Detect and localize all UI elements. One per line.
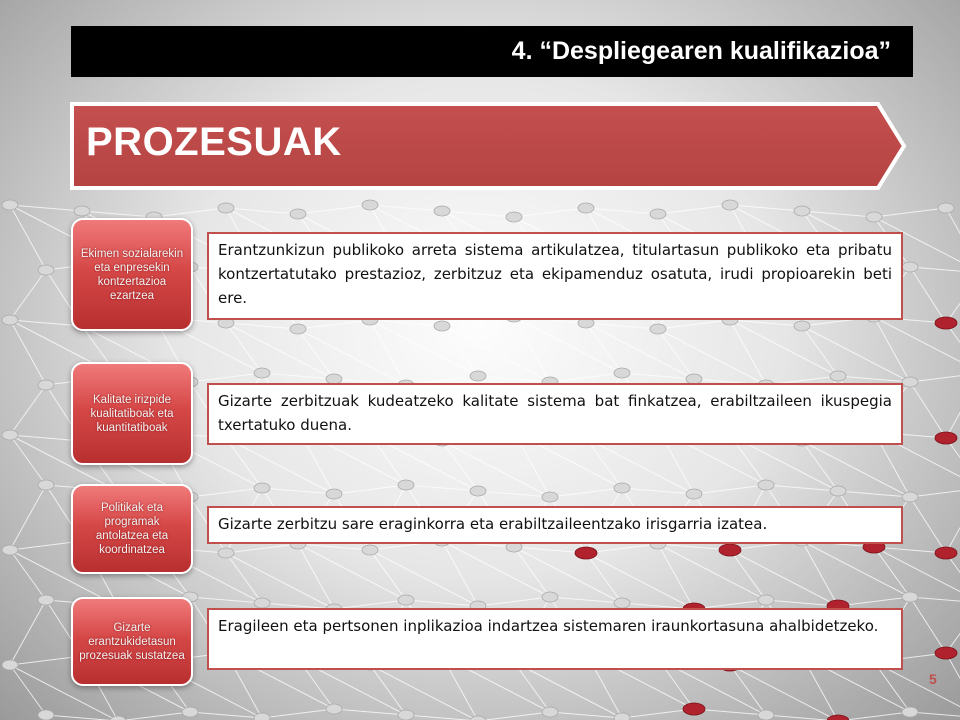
- network-node: [758, 480, 774, 490]
- network-node: [902, 707, 918, 717]
- network-node: [182, 707, 198, 717]
- network-node: [830, 486, 846, 496]
- network-node: [326, 489, 342, 499]
- network-node: [542, 592, 558, 602]
- category-box-politikak: [71, 484, 193, 574]
- network-node: [290, 209, 306, 219]
- description-text: Eragileen eta pertsonen inplikazioa indartzea sistemaren iraunkortasuna ahalbidetzeko.: [218, 617, 879, 635]
- network-node: [470, 716, 486, 720]
- network-node: [254, 368, 270, 378]
- network-node: [614, 713, 630, 720]
- network-node: [758, 595, 774, 605]
- network-node: [38, 595, 54, 605]
- description-text: Gizarte zerbitzuak kudeatzeko kalitate sistema bat finkatzea, erabiltzaileen ikuspegia txertatuko duena.: [218, 392, 892, 434]
- network-node: [38, 480, 54, 490]
- category-label: Gizarte erantzukidetasun prozesuak sustatzea: [79, 621, 185, 662]
- network-node: [614, 368, 630, 378]
- network-node: [542, 707, 558, 717]
- category-label: Kalitate irizpide kualitatiboak eta kuantitatiboak: [90, 393, 174, 434]
- network-node: [683, 703, 705, 715]
- network-node: [254, 598, 270, 608]
- network-node: [218, 548, 234, 558]
- network-node: [935, 317, 957, 329]
- network-node: [2, 315, 18, 325]
- network-node: [110, 716, 126, 720]
- network-node: [935, 647, 957, 659]
- network-node: [362, 200, 378, 210]
- network-node: [722, 200, 738, 210]
- network-node: [902, 377, 918, 387]
- network-node: [362, 545, 378, 555]
- network-node: [2, 200, 18, 210]
- category-label: Ekimen sozialarekin eta enpresekin kontzertazioa ezartzea: [80, 247, 184, 302]
- network-node: [2, 545, 18, 555]
- description-box-3: [207, 506, 903, 544]
- network-node: [938, 203, 954, 213]
- network-node: [650, 324, 666, 334]
- network-node: [398, 710, 414, 720]
- network-node: [866, 212, 882, 222]
- network-node: [254, 713, 270, 720]
- network-node: [434, 206, 450, 216]
- description-text: Erantzunkizun publikoko arreta sistema artikulatzea, titulartasun publikoko eta pribatu kontzertatutako prestazioz, zerbitzuz eta ekipamenduz osatuta, irudi propioarekin beti ere.: [218, 241, 892, 307]
- network-node: [719, 544, 741, 556]
- description-box-2: [207, 383, 903, 445]
- network-node: [38, 380, 54, 390]
- network-node: [254, 483, 270, 493]
- category-label: Politikak eta programak antolatzea eta koordinatzea: [95, 502, 169, 556]
- network-node: [614, 483, 630, 493]
- network-node: [74, 206, 90, 216]
- category-box-ekimen: [71, 218, 193, 331]
- description-box-4: [207, 608, 903, 670]
- network-node: [575, 547, 597, 559]
- network-node: [434, 321, 450, 331]
- network-node: [902, 262, 918, 272]
- network-node: [470, 486, 486, 496]
- section-banner: [68, 100, 910, 192]
- category-box-gizarte: [71, 597, 193, 686]
- network-node: [902, 592, 918, 602]
- network-node: [827, 715, 849, 720]
- network-node: [506, 212, 522, 222]
- network-node: [542, 492, 558, 502]
- banner-title: PROZESUAK: [86, 120, 342, 164]
- network-node: [38, 265, 54, 275]
- page-number: 5: [929, 671, 937, 687]
- network-node: [935, 432, 957, 444]
- network-node: [686, 489, 702, 499]
- network-node: [830, 371, 846, 381]
- network-node: [578, 203, 594, 213]
- network-node: [326, 704, 342, 714]
- description-box-1: [207, 232, 903, 320]
- network-node: [290, 324, 306, 334]
- network-node: [794, 206, 810, 216]
- slide-title-bar: [71, 26, 913, 77]
- network-node: [218, 203, 234, 213]
- network-node: [38, 710, 54, 720]
- network-node: [935, 547, 957, 559]
- slide-title: 4. “Despliegearen kualifikazioa”: [511, 37, 891, 65]
- network-node: [398, 480, 414, 490]
- category-box-kalitate: [71, 362, 193, 465]
- network-node: [2, 430, 18, 440]
- network-node: [902, 492, 918, 502]
- network-node: [794, 321, 810, 331]
- network-node: [398, 595, 414, 605]
- network-node: [614, 598, 630, 608]
- network-node: [758, 710, 774, 720]
- network-node: [2, 660, 18, 670]
- network-node: [470, 371, 486, 381]
- network-node: [650, 209, 666, 219]
- description-text: Gizarte zerbitzu sare eraginkorra eta erabiltzaileentzako irisgarria izatea.: [218, 515, 768, 533]
